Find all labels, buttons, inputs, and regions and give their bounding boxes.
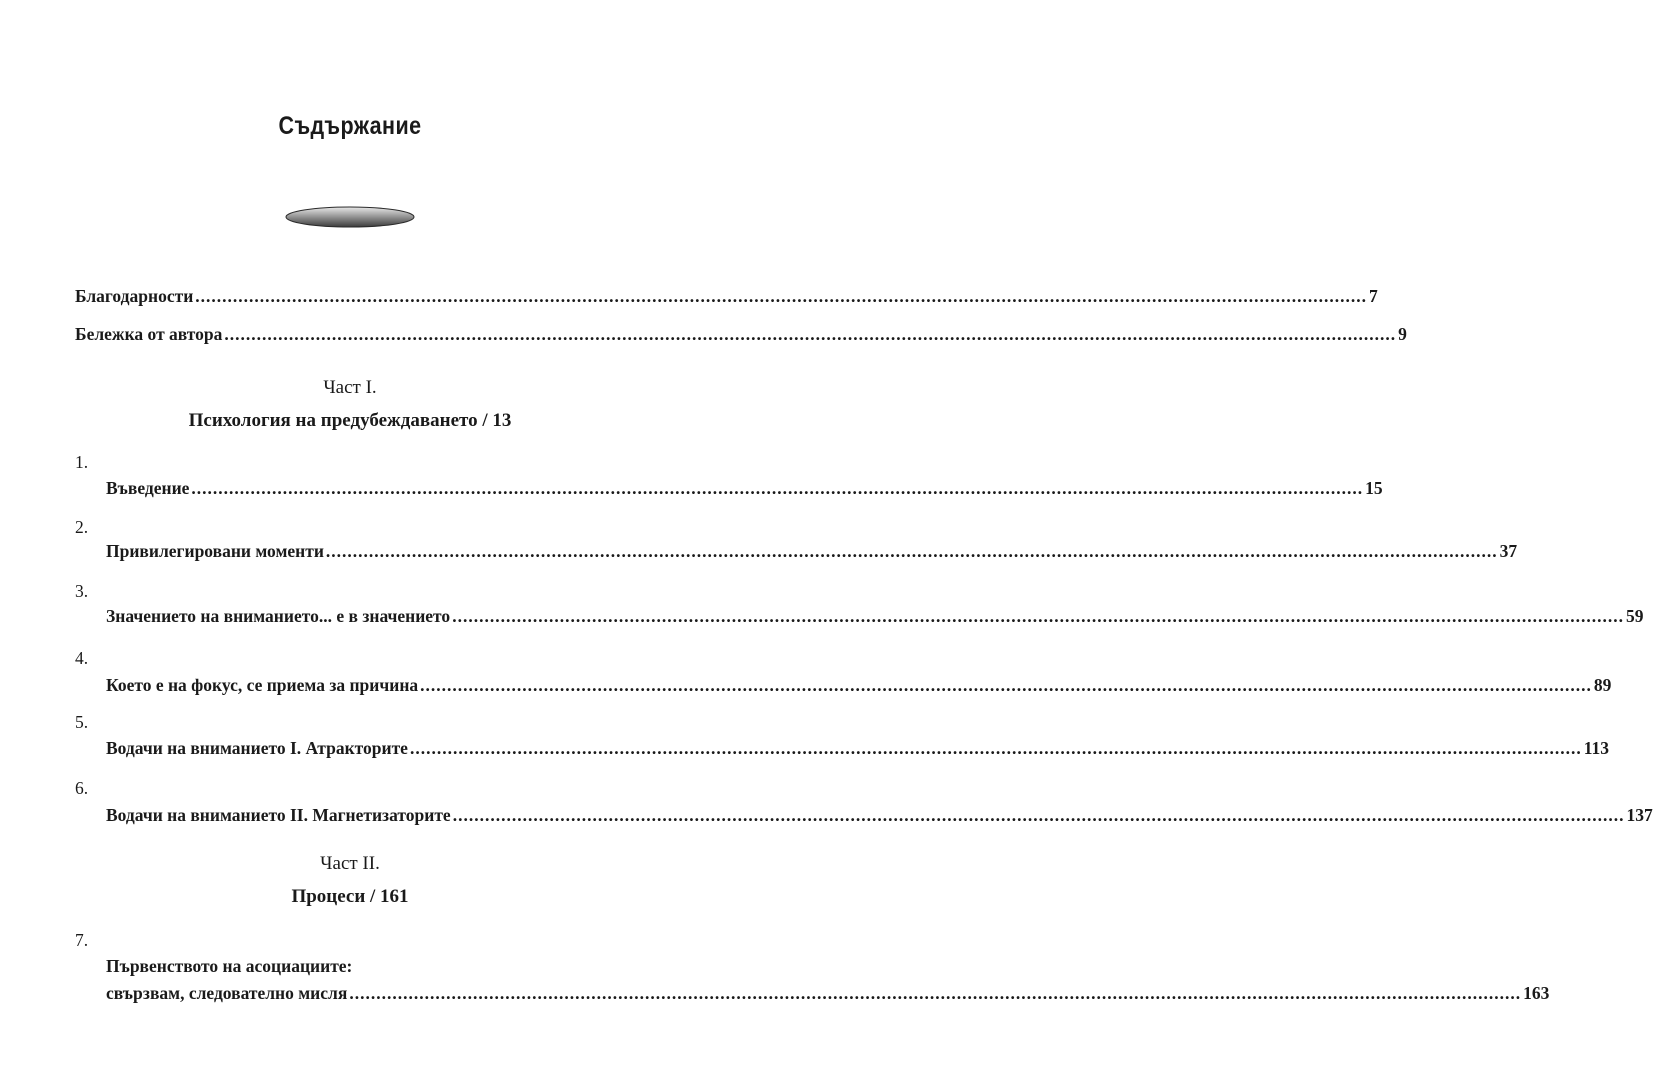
toc-entry-page: 59 (1625, 606, 1644, 626)
chapter-number: 6. (75, 778, 89, 798)
toc-dot-leader: .......................................................................................................................................................................................................................... (452, 805, 1625, 825)
toc-entry-acknowledgements[interactable] (75, 284, 1378, 308)
toc-entry-author-note[interactable] (75, 322, 1407, 346)
part-1-label: Част I. (323, 377, 377, 398)
part-1-title[interactable]: Психология на предубеждаването / 13 (188, 410, 512, 431)
toc-dot-leader: .......................................................................................................................................................................................................................... (452, 606, 1624, 626)
toc-entry-page: 163 (1523, 983, 1550, 1003)
toc-entry-label: Въведение (106, 478, 190, 498)
toc-entry-page: 89 (1593, 675, 1612, 695)
toc-entry-page: 7 (1369, 286, 1378, 306)
chapter-number: 7. (75, 930, 89, 950)
toc-entry-page: 15 (1365, 478, 1383, 498)
toc-entry-chapter-3[interactable] (106, 604, 1644, 628)
page-title: Съдържание (278, 112, 422, 140)
toc-dot-leader: .......................................................................................................................................................................................................................... (409, 738, 1582, 758)
toc-entry-label: Благодарности (75, 286, 194, 306)
toc-entry-label: свързвам, следователно мисля (106, 983, 348, 1003)
toc-entry-page: 137 (1626, 805, 1653, 825)
toc-entry-chapter-4[interactable] (106, 673, 1612, 697)
chapter-number: 2. (75, 517, 89, 537)
toc-dot-leader: .......................................................................................................................................................................................................................... (325, 541, 1498, 561)
toc-dot-leader: .......................................................................................................................................................................................................................... (195, 286, 1368, 306)
toc-entry-chapter-7-line-1[interactable]: Първенството на асоциациите: (106, 956, 353, 976)
toc-entry-page: 113 (1583, 738, 1609, 758)
toc-entry-page: 9 (1398, 324, 1407, 344)
chapter-number: 4. (75, 648, 89, 668)
chapter-number: 1. (75, 452, 89, 472)
chapter-number: 5. (75, 712, 89, 732)
toc-dot-leader: .......................................................................................................................................................................................................................... (420, 675, 1592, 695)
toc-entry-label: Привилегировани моменти (106, 541, 324, 561)
part-2-label: Част II. (320, 853, 380, 874)
toc-entry-page: 37 (1499, 541, 1518, 561)
toc-dot-leader: .......................................................................................................................................................................................................................... (224, 324, 1397, 344)
toc-dot-leader: .......................................................................................................................................................................................................................... (349, 983, 1522, 1003)
part-2-title[interactable]: Процеси / 161 (291, 886, 409, 907)
toc-entry-label: Бележка от автора (75, 324, 223, 344)
toc-entry-label: Значението на вниманието... е в значението (106, 606, 451, 626)
toc-entry-label: Водачи на вниманието II. Магнетизаторите (106, 805, 451, 825)
toc-entry-label: Водачи на вниманието I. Атракторите (106, 738, 408, 758)
chapter-number: 3. (75, 581, 89, 601)
toc-entry-chapter-2[interactable] (106, 539, 1518, 563)
toc-entry-chapter-1[interactable] (106, 476, 1383, 500)
toc-entry-chapter-5[interactable] (106, 736, 1609, 760)
toc-entry-label: Което е на фокус, се приема за причина (106, 675, 419, 695)
ornament-divider (285, 206, 415, 228)
toc-entry-chapter-6[interactable] (106, 803, 1653, 827)
toc-dot-leader: .......................................................................................................................................................................................................................... (191, 478, 1364, 498)
toc-entry-chapter-7[interactable] (106, 981, 1550, 1005)
